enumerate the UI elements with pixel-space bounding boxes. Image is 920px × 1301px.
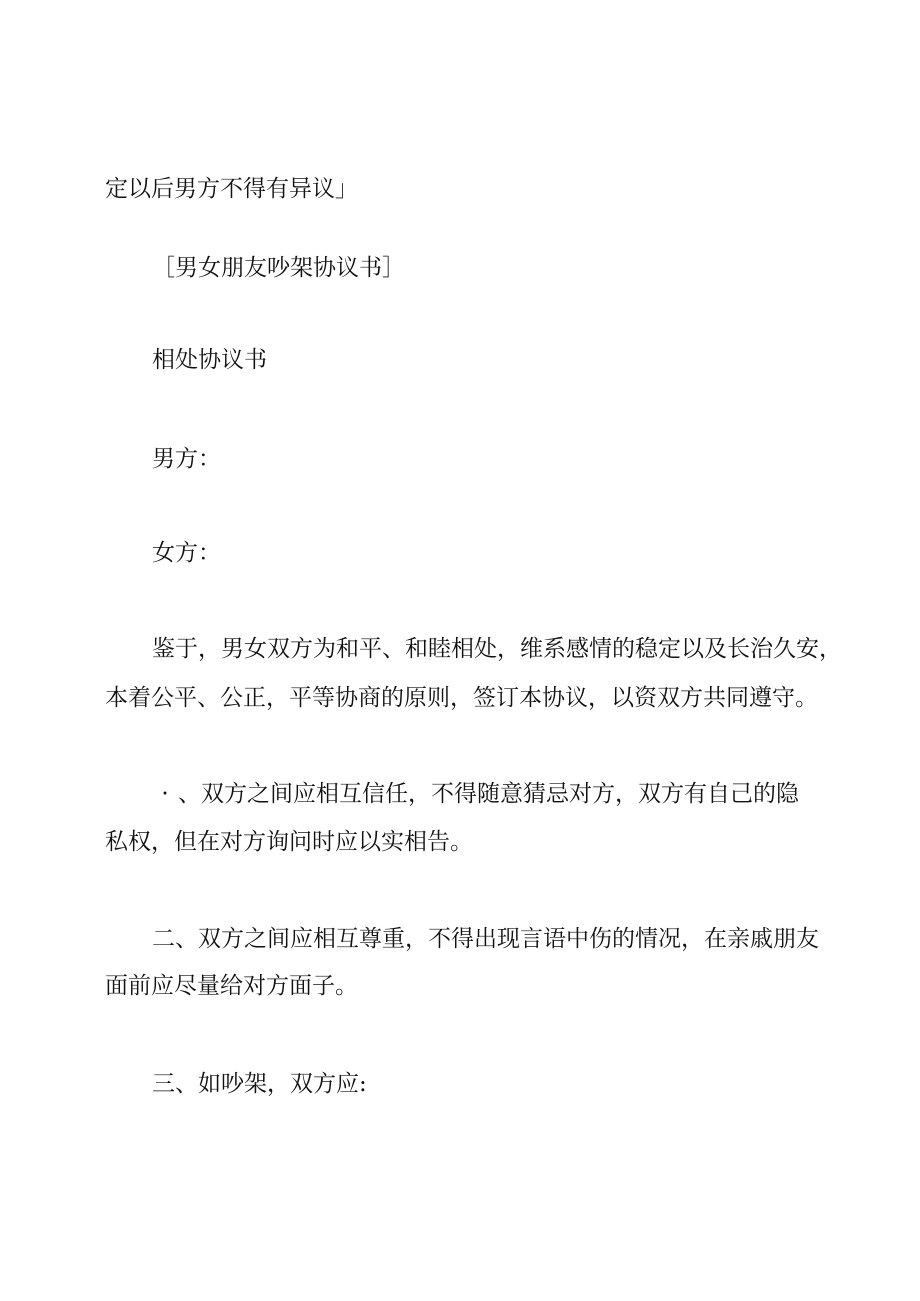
clause-1-line-1	[152, 779, 799, 809]
clause-2-line-2: 面前应尽量给对方面子。	[105, 973, 358, 999]
party-male-label: 男方：	[152, 446, 221, 472]
clause-3-line-1: 三、如吵架，双方应:	[152, 1071, 367, 1097]
clause-1-marker: ·	[161, 781, 169, 807]
continuation-line: 定以后男方不得有异议」	[105, 176, 358, 202]
agreement-title: 相处协议书	[152, 347, 267, 373]
party-female-label: 女方：	[152, 540, 221, 566]
section-heading: ［男女朋友吵架协议书］	[152, 255, 405, 281]
clause-1-line-2: 私权，但在对方询问时应以实相告。	[105, 829, 473, 855]
clause-2-line-1: 二、双方之间应相互尊重，不得出现言语中伤的情况，在亲戚朋友	[152, 926, 819, 952]
clause-1-text: 、双方之间应相互信任，不得随意猜忌对方，双方有自己的隐	[178, 781, 799, 807]
preamble-line-2: 本着公平、公正，平等协商的原则，签订本协议，以资双方共同遵守。	[105, 685, 818, 711]
preamble-line-1: 鉴于，男女双方为和平、和睦相处，维系感情的稳定以及长治久安，	[152, 636, 842, 662]
